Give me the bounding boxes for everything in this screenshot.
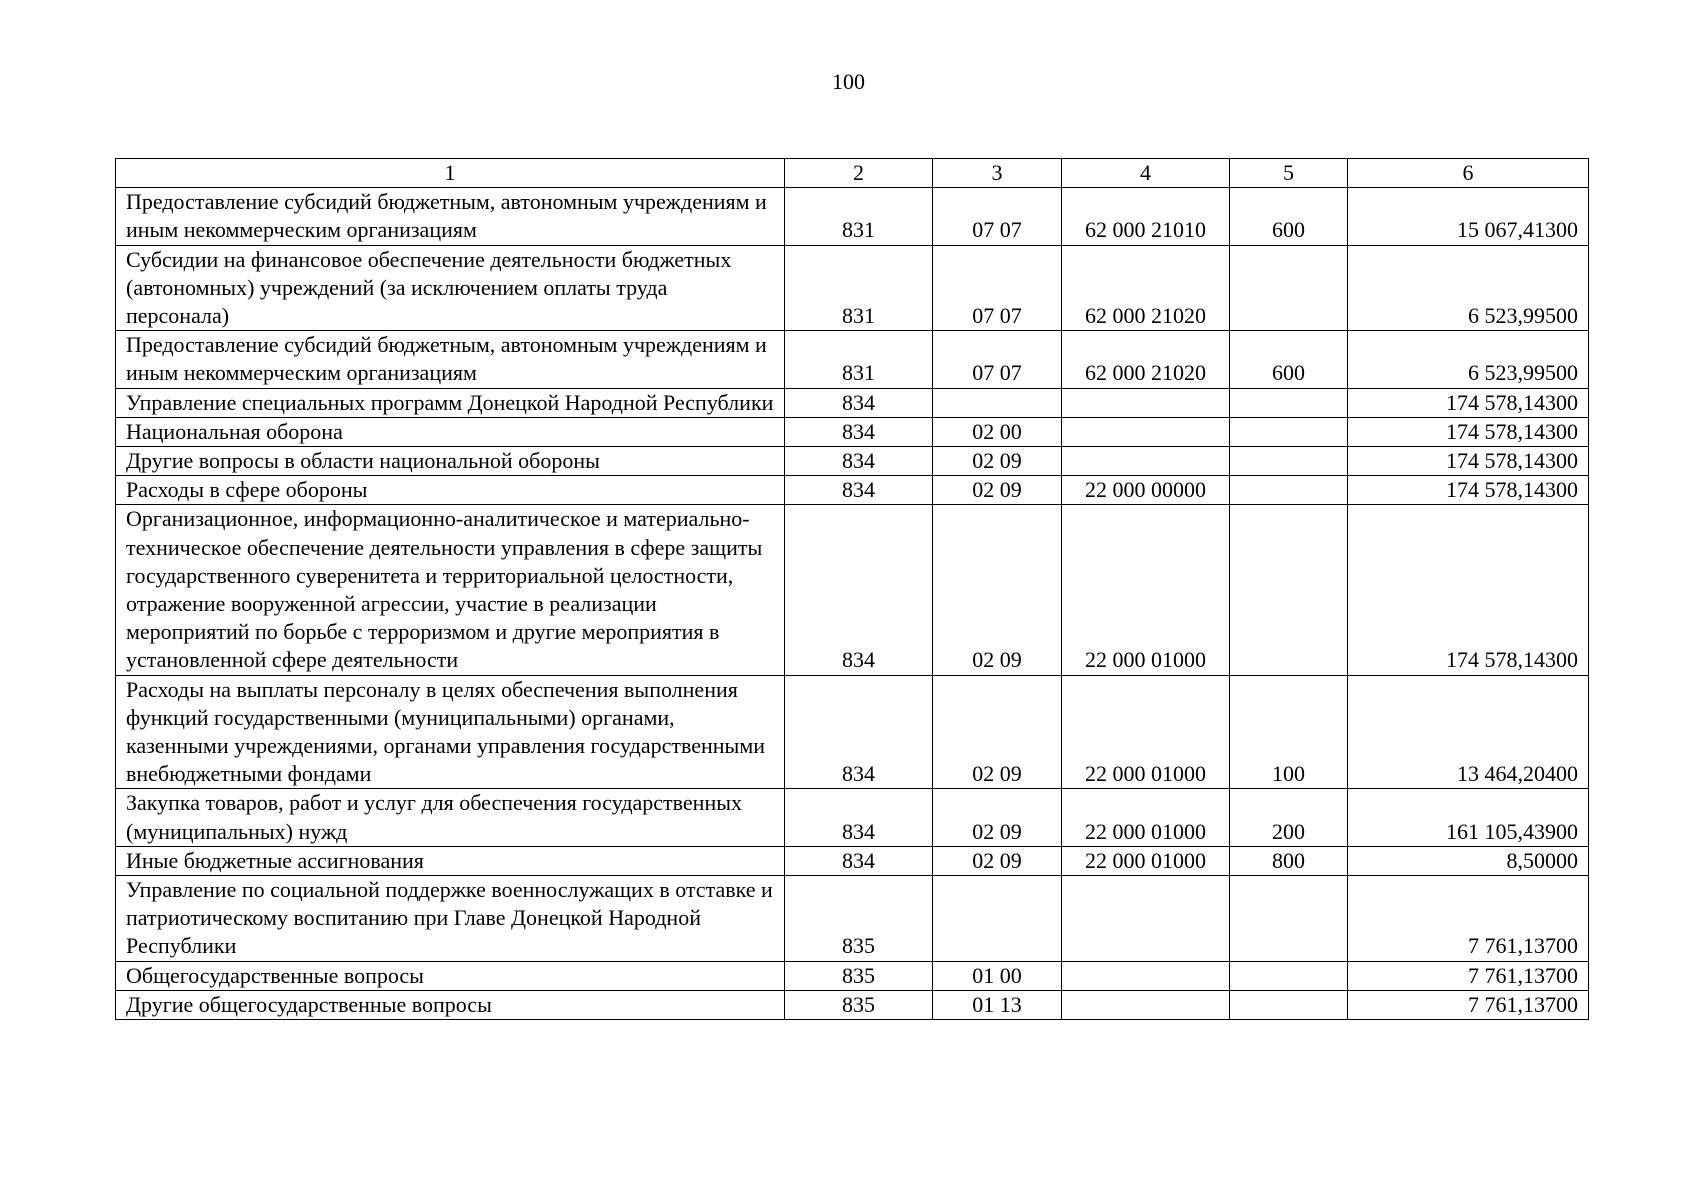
cell-code: 835 — [785, 990, 933, 1019]
cell-section: 01 13 — [933, 990, 1062, 1019]
cell-code: 835 — [785, 876, 933, 962]
cell-amount: 161 105,43900 — [1348, 789, 1589, 846]
cell-code: 834 — [785, 505, 933, 675]
cell-amount: 174 578,14300 — [1348, 388, 1589, 417]
cell-name: Расходы в сфере обороны — [116, 476, 785, 505]
column-header: 6 — [1348, 159, 1589, 188]
table-row — [116, 961, 1589, 990]
table-row — [116, 846, 1589, 875]
cell-code: 834 — [785, 789, 933, 846]
cell-amount: 174 578,14300 — [1348, 505, 1589, 675]
cell-type: 600 — [1230, 188, 1348, 245]
cell-type — [1230, 876, 1348, 962]
column-header: 4 — [1062, 159, 1230, 188]
table-row — [116, 789, 1589, 846]
cell-amount: 174 578,14300 — [1348, 447, 1589, 476]
budget-table — [115, 158, 1589, 1020]
cell-section: 02 09 — [933, 447, 1062, 476]
cell-section: 07 07 — [933, 245, 1062, 331]
cell-name: Национальная оборона — [116, 417, 785, 446]
cell-type — [1230, 447, 1348, 476]
cell-section: 02 09 — [933, 675, 1062, 789]
cell-section: 02 09 — [933, 789, 1062, 846]
cell-code: 831 — [785, 245, 933, 331]
cell-article — [1062, 447, 1230, 476]
cell-type: 200 — [1230, 789, 1348, 846]
cell-article: 22 000 01000 — [1062, 846, 1230, 875]
cell-section: 01 00 — [933, 961, 1062, 990]
cell-name: Расходы на выплаты персоналу в целях обеспечения выполнения функций государственными (муниципальными) органами, казенными учреждениями, органами управления государственными внебюджетными фондами — [116, 675, 785, 789]
table-row — [116, 188, 1589, 245]
cell-code: 834 — [785, 476, 933, 505]
cell-code: 834 — [785, 675, 933, 789]
table-row — [116, 505, 1589, 675]
cell-article: 62 000 21020 — [1062, 245, 1230, 331]
table-row — [116, 876, 1589, 962]
table-row — [116, 447, 1589, 476]
cell-code: 834 — [785, 417, 933, 446]
cell-amount: 7 761,13700 — [1348, 876, 1589, 962]
cell-code: 831 — [785, 188, 933, 245]
cell-article — [1062, 388, 1230, 417]
cell-type — [1230, 505, 1348, 675]
cell-name: Предоставление субсидий бюджетным, автономным учреждениям и иным некоммерческим организациям — [116, 188, 785, 245]
cell-amount: 6 523,99500 — [1348, 245, 1589, 331]
cell-article — [1062, 990, 1230, 1019]
cell-section: 07 07 — [933, 188, 1062, 245]
cell-type — [1230, 417, 1348, 446]
page-number: 100 — [832, 69, 865, 94]
cell-code: 834 — [785, 388, 933, 417]
table-row — [116, 476, 1589, 505]
cell-amount: 8,50000 — [1348, 846, 1589, 875]
cell-amount: 174 578,14300 — [1348, 476, 1589, 505]
table-row — [116, 388, 1589, 417]
cell-name: Управление специальных программ Донецкой Народной Республики — [116, 388, 785, 417]
cell-section — [933, 388, 1062, 417]
cell-amount: 15 067,41300 — [1348, 188, 1589, 245]
cell-name: Другие общегосударственные вопросы — [116, 990, 785, 1019]
cell-type — [1230, 990, 1348, 1019]
cell-section — [933, 876, 1062, 962]
cell-type: 800 — [1230, 846, 1348, 875]
column-header: 1 — [116, 159, 785, 188]
table-row — [116, 675, 1589, 789]
cell-type — [1230, 388, 1348, 417]
table-row — [116, 417, 1589, 446]
cell-type: 100 — [1230, 675, 1348, 789]
cell-section: 07 07 — [933, 331, 1062, 388]
cell-type — [1230, 245, 1348, 331]
cell-section: 02 09 — [933, 476, 1062, 505]
cell-article: 62 000 21020 — [1062, 331, 1230, 388]
cell-name: Другие вопросы в области национальной обороны — [116, 447, 785, 476]
cell-article — [1062, 876, 1230, 962]
cell-amount: 13 464,20400 — [1348, 675, 1589, 789]
cell-code: 834 — [785, 447, 933, 476]
table-row — [116, 331, 1589, 388]
cell-amount: 6 523,99500 — [1348, 331, 1589, 388]
table-body — [116, 188, 1589, 1020]
cell-article — [1062, 961, 1230, 990]
table-header-row — [116, 159, 1589, 188]
cell-article: 22 000 01000 — [1062, 505, 1230, 675]
cell-article: 62 000 21010 — [1062, 188, 1230, 245]
cell-article: 22 000 01000 — [1062, 789, 1230, 846]
table-row — [116, 245, 1589, 331]
cell-code: 834 — [785, 846, 933, 875]
cell-type: 600 — [1230, 331, 1348, 388]
cell-name: Иные бюджетные ассигнования — [116, 846, 785, 875]
cell-amount: 7 761,13700 — [1348, 961, 1589, 990]
cell-section: 02 09 — [933, 846, 1062, 875]
cell-article: 22 000 00000 — [1062, 476, 1230, 505]
cell-code: 831 — [785, 331, 933, 388]
cell-name: Общегосударственные вопросы — [116, 961, 785, 990]
cell-amount: 7 761,13700 — [1348, 990, 1589, 1019]
cell-section: 02 09 — [933, 505, 1062, 675]
column-header: 2 — [785, 159, 933, 188]
cell-section: 02 00 — [933, 417, 1062, 446]
cell-name: Субсидии на финансовое обеспечение деятельности бюджетных (автономных) учреждений (за исключением оплаты труда персонала) — [116, 245, 785, 331]
column-header: 5 — [1230, 159, 1348, 188]
cell-type — [1230, 476, 1348, 505]
cell-code: 835 — [785, 961, 933, 990]
column-header: 3 — [933, 159, 1062, 188]
cell-name: Организационное, информационно-аналитическое и материально-техническое обеспечение деятельности управления в сфере защиты государственного суверенитета и территориальной целостности, отражение вооруженной агрессии, участие в реализации мероприятий по борьбе с терроризмом и другие мероприятия в установленной сфере деятельности — [116, 505, 785, 675]
table-row — [116, 990, 1589, 1019]
cell-name: Предоставление субсидий бюджетным, автономным учреждениям и иным некоммерческим организациям — [116, 331, 785, 388]
cell-article: 22 000 01000 — [1062, 675, 1230, 789]
cell-article — [1062, 417, 1230, 446]
cell-name: Управление по социальной поддержке военнослужащих в отставке и патриотическому воспитанию при Главе Донецкой Народной Республики — [116, 876, 785, 962]
cell-amount: 174 578,14300 — [1348, 417, 1589, 446]
cell-type — [1230, 961, 1348, 990]
cell-name: Закупка товаров, работ и услуг для обеспечения государственных (муниципальных) нужд — [116, 789, 785, 846]
